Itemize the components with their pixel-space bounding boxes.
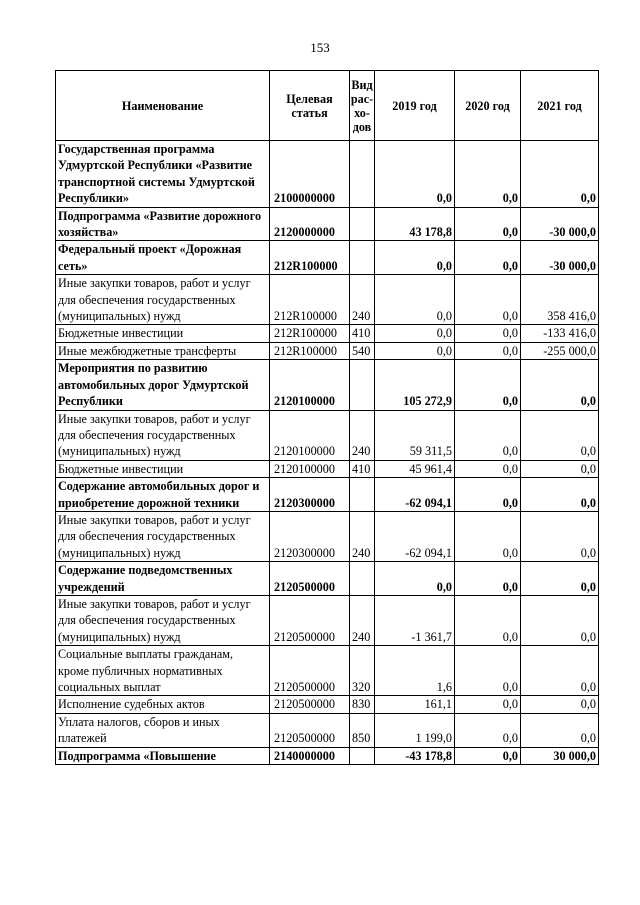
row-value-2019: -1 361,7: [375, 595, 455, 645]
row-value-2019: 59 311,5: [375, 410, 455, 460]
row-target-article: 2120500000: [270, 595, 350, 645]
row-value-2021: -255 000,0: [521, 342, 599, 359]
row-target-article: 2120300000: [270, 511, 350, 561]
row-value-2021: 0,0: [521, 696, 599, 713]
row-name: Государственная программа Удмуртской Республики «Развитие транспортной системы Удмуртской Республики»: [56, 141, 270, 208]
header-2020: 2020 год: [455, 71, 521, 141]
row-value-2020: 0,0: [455, 562, 521, 596]
row-name: Мероприятия по развитию автомобильных дорог Удмуртской Республики: [56, 360, 270, 410]
row-value-2020: 0,0: [455, 713, 521, 747]
header-2021: 2021 год: [521, 71, 599, 141]
row-value-2019: 0,0: [375, 342, 455, 359]
row-value-2019: 43 178,8: [375, 207, 455, 241]
row-value-2020: 0,0: [455, 141, 521, 208]
row-name: Содержание автомобильных дорог и приобретение дорожной техники: [56, 478, 270, 512]
row-value-2019: 161,1: [375, 696, 455, 713]
row-value-2020: 0,0: [455, 460, 521, 477]
row-expense-type: [350, 141, 375, 208]
table-row: [56, 410, 599, 460]
table-row: [56, 562, 599, 596]
row-value-2020: 0,0: [455, 360, 521, 410]
row-value-2021: 0,0: [521, 595, 599, 645]
row-value-2021: 0,0: [521, 713, 599, 747]
row-target-article: 2120100000: [270, 460, 350, 477]
row-expense-type: 410: [350, 325, 375, 342]
row-value-2020: 0,0: [455, 342, 521, 359]
table-row: [56, 478, 599, 512]
row-target-article: 2120500000: [270, 562, 350, 596]
row-name: Иные закупки товаров, работ и услуг для обеспечения государственных (муниципальных) нужд: [56, 511, 270, 561]
row-value-2020: 0,0: [455, 410, 521, 460]
row-name: Иные межбюджетные трансферты: [56, 342, 270, 359]
row-value-2019: -62 094,1: [375, 478, 455, 512]
row-name: Социальные выплаты гражданам, кроме публичных нормативных социальных выплат: [56, 646, 270, 696]
table-row: [56, 511, 599, 561]
row-target-article: 2120500000: [270, 646, 350, 696]
row-target-article: 2120100000: [270, 410, 350, 460]
row-value-2021: 30 000,0: [521, 747, 599, 764]
row-target-article: 212R100000: [270, 241, 350, 275]
row-value-2019: 105 272,9: [375, 360, 455, 410]
budget-table: [55, 70, 599, 765]
row-name: Исполнение судебных актов: [56, 696, 270, 713]
table-header-row: [56, 71, 599, 141]
row-target-article: 2120500000: [270, 696, 350, 713]
row-target-article: 2120500000: [270, 713, 350, 747]
row-name: Бюджетные инвестиции: [56, 460, 270, 477]
row-target-article: 2120100000: [270, 360, 350, 410]
row-value-2019: 0,0: [375, 325, 455, 342]
header-target-article: Целевая статья: [270, 71, 350, 141]
row-target-article: 2140000000: [270, 747, 350, 764]
row-value-2021: 0,0: [521, 646, 599, 696]
row-value-2019: 1,6: [375, 646, 455, 696]
row-value-2020: 0,0: [455, 595, 521, 645]
row-value-2020: 0,0: [455, 478, 521, 512]
row-value-2021: 0,0: [521, 562, 599, 596]
row-value-2021: 0,0: [521, 511, 599, 561]
row-value-2021: -30 000,0: [521, 241, 599, 275]
row-value-2019: 45 961,4: [375, 460, 455, 477]
row-value-2021: 0,0: [521, 410, 599, 460]
row-value-2020: 0,0: [455, 747, 521, 764]
row-expense-type: 410: [350, 460, 375, 477]
row-name: Иные закупки товаров, работ и услуг для обеспечения государственных (муниципальных) нужд: [56, 595, 270, 645]
row-value-2021: 0,0: [521, 460, 599, 477]
table-row: [56, 713, 599, 747]
row-expense-type: [350, 747, 375, 764]
row-expense-type: 240: [350, 275, 375, 325]
table-body: [56, 141, 599, 765]
row-expense-type: [350, 562, 375, 596]
row-expense-type: 320: [350, 646, 375, 696]
table-row: [56, 646, 599, 696]
table-row: [56, 275, 599, 325]
row-name: Уплата налогов, сборов и иных платежей: [56, 713, 270, 747]
table-row: [56, 460, 599, 477]
row-value-2020: 0,0: [455, 511, 521, 561]
row-expense-type: 240: [350, 595, 375, 645]
row-value-2021: 0,0: [521, 360, 599, 410]
row-name: Подпрограмма «Повышение: [56, 747, 270, 764]
row-target-article: 212R100000: [270, 342, 350, 359]
row-name: Содержание подведомственных учреждений: [56, 562, 270, 596]
row-value-2021: 0,0: [521, 141, 599, 208]
row-name: Иные закупки товаров, работ и услуг для обеспечения государственных (муниципальных) нужд: [56, 410, 270, 460]
row-value-2021: 0,0: [521, 478, 599, 512]
row-expense-type: 240: [350, 410, 375, 460]
row-name: Бюджетные инвестиции: [56, 325, 270, 342]
row-expense-type: [350, 207, 375, 241]
header-2019: 2019 год: [375, 71, 455, 141]
row-name: Иные закупки товаров, работ и услуг для обеспечения государственных (муниципальных) нужд: [56, 275, 270, 325]
row-value-2020: 0,0: [455, 646, 521, 696]
row-name: Федеральный проект «Дорожная сеть»: [56, 241, 270, 275]
row-value-2019: -43 178,8: [375, 747, 455, 764]
row-target-article: 212R100000: [270, 275, 350, 325]
row-target-article: 212R100000: [270, 325, 350, 342]
row-target-article: 2100000000: [270, 141, 350, 208]
row-expense-type: 540: [350, 342, 375, 359]
row-value-2021: -133 416,0: [521, 325, 599, 342]
row-name: Подпрограмма «Развитие дорожного хозяйства»: [56, 207, 270, 241]
row-value-2020: 0,0: [455, 275, 521, 325]
row-value-2021: 358 416,0: [521, 275, 599, 325]
row-value-2019: 0,0: [375, 562, 455, 596]
row-expense-type: [350, 360, 375, 410]
row-value-2019: 0,0: [375, 275, 455, 325]
row-value-2019: 0,0: [375, 241, 455, 275]
row-value-2020: 0,0: [455, 325, 521, 342]
table-row: [56, 141, 599, 208]
table-row: [56, 696, 599, 713]
row-value-2020: 0,0: [455, 241, 521, 275]
page-number: 153: [310, 40, 330, 55]
row-expense-type: [350, 241, 375, 275]
row-target-article: 2120300000: [270, 478, 350, 512]
header-expense-type: Вид рас-хо-дов: [350, 71, 375, 141]
table-row: [56, 360, 599, 410]
row-value-2019: 1 199,0: [375, 713, 455, 747]
table-row: [56, 595, 599, 645]
row-expense-type: [350, 478, 375, 512]
table-row: [56, 207, 599, 241]
row-value-2019: -62 094,1: [375, 511, 455, 561]
table-row: [56, 342, 599, 359]
table-row: [56, 325, 599, 342]
row-expense-type: 240: [350, 511, 375, 561]
row-expense-type: 850: [350, 713, 375, 747]
row-value-2020: 0,0: [455, 207, 521, 241]
row-value-2020: 0,0: [455, 696, 521, 713]
row-value-2021: -30 000,0: [521, 207, 599, 241]
table-row: [56, 747, 599, 764]
row-value-2019: 0,0: [375, 141, 455, 208]
row-target-article: 2120000000: [270, 207, 350, 241]
table-row: [56, 241, 599, 275]
header-name: Наименование: [56, 71, 270, 141]
row-expense-type: 830: [350, 696, 375, 713]
